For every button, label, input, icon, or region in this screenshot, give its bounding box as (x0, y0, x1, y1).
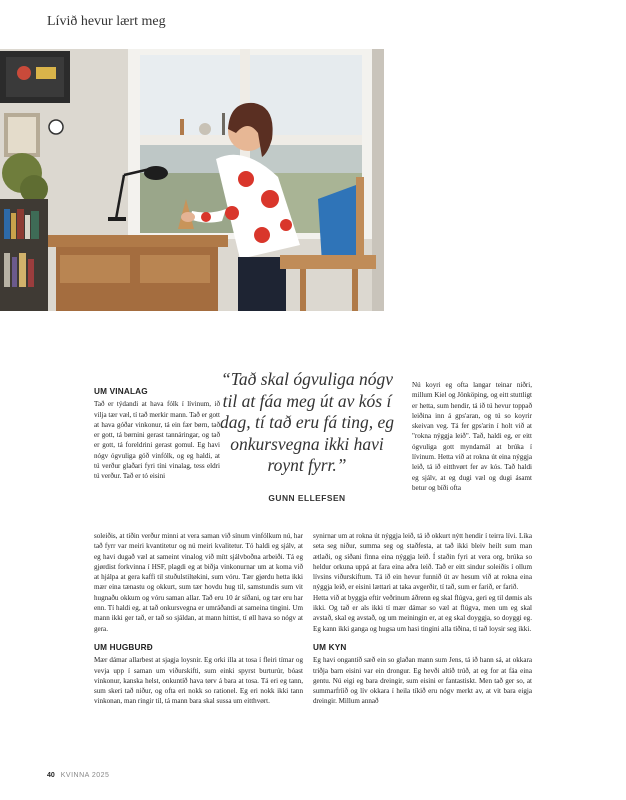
paragraph: synirnar um at rokna út nýggja leið, tá ið okkurt nýtt hendir í teirra lívi. Líka seta seg niður, summa seg og staðfesta, at tað ikki bleiv heilt sum man ætlaði, og síðani finna eina nýggja leið. Í staðin fyri at vera org, brúka so heldur orkuna uppá at fara eina aðra leið. Tað er eitt sindur soleiðis í ollum lívsins viðurskiftum. Tá ið ein hevur funnið út av hesum við at rokna eina nýggja leið, er eisini lættari at taka avgerðir, tí tað, sum er farið, er farið. (313, 532, 532, 592)
portrait-photo (0, 49, 384, 311)
paragraph: Tað er týdandi at hava fólk í lívinum, ið vilja tær væl, tí tað merkir mann. Tað er gott at hava góðar vinkonur, tá ein fær børn, tað er gott, tá børnini gerast tannáringar, og tað er gott, tá foreldrini gerast gomul. Eg havi nógv ógvuliga góð vinfólk, og eg haldi, at tú verður glaðari fyri tíni vinalag, tess eldri tú verður. Tað er tó eisini (94, 400, 220, 481)
paragraph: soleiðis, at tíðin verður minni at vera saman við sínum vinfólkum nú, har tað fyrr var meiri kvantitetur og nú meiri kvalitetur. Tó haldi eg sjálv, at eg havi dugað væl at sameint vinalog við mítt sjálvboðna arbeiði. Tá eg gjørdist forkvinna í HSF, plagdi eg at biðja vinkonurnar um at koma við at hjálpa at gera kaffi til stuðulstiltøkini, sum vóru. Tær gjørdu hetta ikki mær eina tænastu og okkurt, sum tær hovdu hug til, samstundis sum vit hugnaðu okkum og vóru saman allar. Tað eru 10 ár síðani, og tær eru har enn. Tí haldi eg, at tað onkursvegna er umráðandi at sameina tingini. Um mann ikki ger tað, er tað so sjáldan, at mann hittist, tí øll hava so nógv at gera. (94, 532, 303, 633)
page-number: 40 (47, 772, 55, 779)
paragraph: Nú koyri eg ofta langar teinar niðri, millum Kiel og Jönköping, og eitt stuttligt er hetta, sum hendir, tá ið tú hevur toppað leiðina inn á gps'aran, og tú so koyrir skeivan veg. Tá fer gps'arin í holt við at "rokna nýggja leið". Tað, haldi eg, er eitt ógvuliga gott myndamál at brúka í lívinum. Hetta við at rokna út eina nýggja leið, tá ið eitthvørt fer av kós. Tað haldi eg sjálv, at eg dugi væl og dugi ásamt betur og bíði ofta (412, 381, 532, 492)
section-heading-vinalag: UM VINALAG (94, 387, 148, 396)
page-footer (47, 772, 109, 779)
paragraph: Mær dámar allarbest at sjagja loysnir. Eg orki illa at tosa í fleiri tímar og vevja upp í saman um viðurskifti, sum einki spyrst burturúr, bóast vinkonur, kanska helst, onkuntíð hava tørv á bara at tosa. Tá eri eg tann, sum skeri tað niður, og ofta eri nokk so rationel. Eg eri nokk ikki tann vinkonan, man ringir til, tá mann bara skal sussa um eitthvørt. (94, 656, 303, 706)
page-header-title: Lívið hevur lært meg (47, 14, 166, 29)
right-column-full (313, 531, 532, 707)
paragraph: Eg havi ongantíð sæð ein so glaðan mann sum Jens, tá ið hann sá, at okkara triðja barn eisini var ein drongur. Eg hevði altíð trúð, at eg for at fáa eina gentu. Nú eigi eg bara dreingir, sum eisini er fantastiskt. Men tað ger so, at summarfríið og lív okkara í heila tíkið eru nógv merkt av, at vit bara eigja dreingir. Millum annað (313, 656, 532, 706)
paragraph: Hetta við at byggja eftir veðrinum áðrenn eg skal flúgva, geri eg til dømis als ikki. Og tað er als ikki tí mær dámar so væl at flúgva, men um eg skal avstað, skal eg avstað, og um meiningin er, at eg skal doyggja, so doyggi eg. Eg kann ikki ganga og hugsa um hasi tingini alla tíðina, tí tað loysir seg ikki. (313, 593, 532, 633)
section-heading-hugburd: UM HUGBURÐ (94, 642, 153, 652)
quote-author: GUNN ELLEFSEN (268, 493, 346, 503)
left-column-full (94, 531, 303, 707)
section-heading-kyn: UM KYN (313, 642, 347, 652)
left-column-top (94, 387, 220, 482)
pull-quote: “Tað skal ógvuliga nógv til at fáa meg út av kós í dag, tí tað eru fá ting, eg onkursvegna ikki havi roynt fyrr.” (219, 369, 395, 475)
magazine-name: KVINNA 2025 (60, 772, 110, 779)
right-column-top (412, 380, 532, 493)
